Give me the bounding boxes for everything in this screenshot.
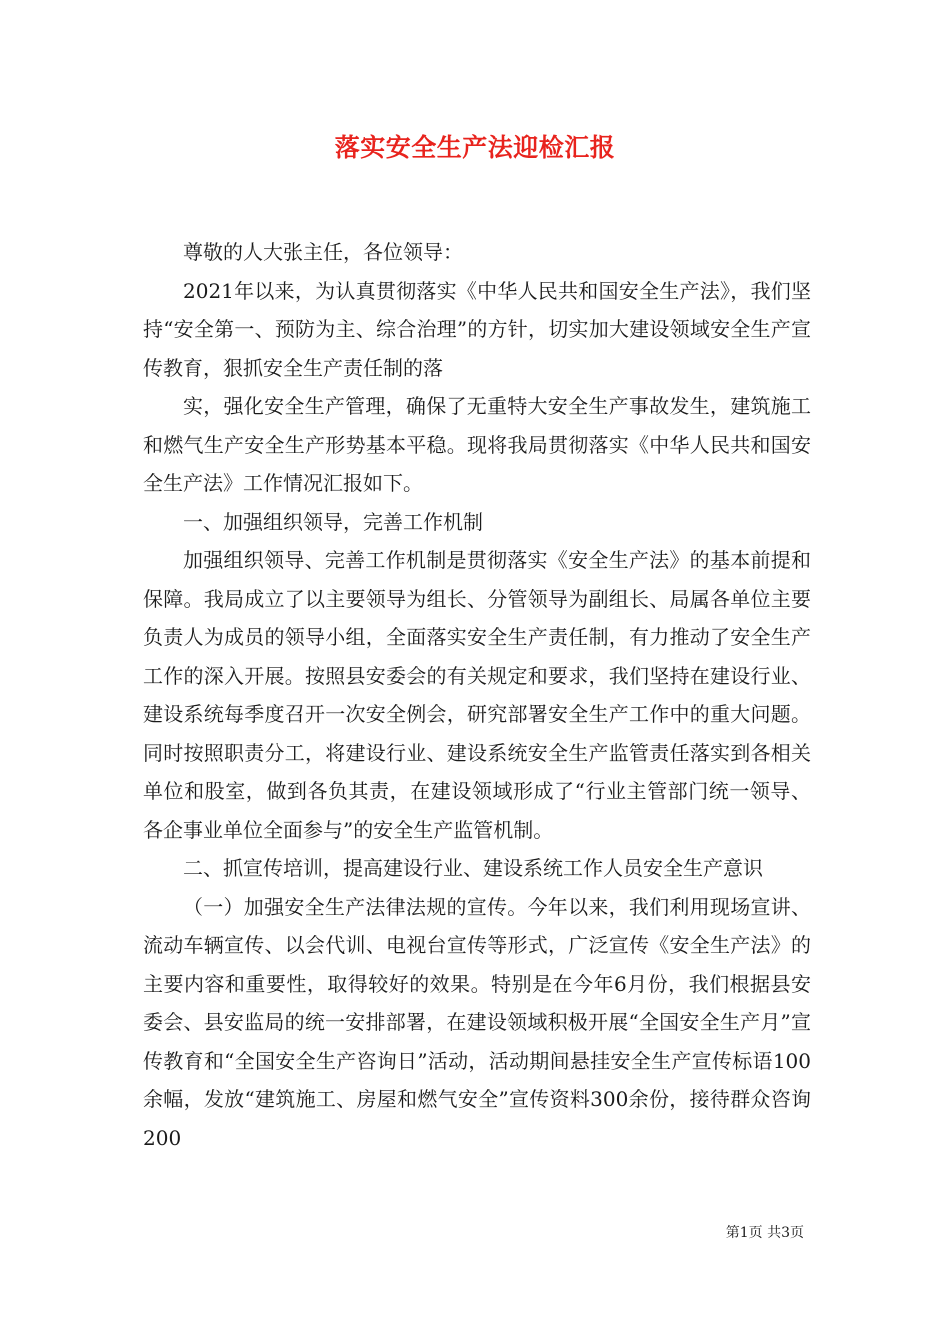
section-heading-1: 一、加强组织领导，完善工作机制 [183, 509, 483, 534]
salutation-paragraph: 尊敬的人大张主任，各位领导： [183, 240, 463, 264]
document-title: 落实安全生产法迎检汇报 [334, 133, 616, 162]
section-2-paragraph: （一）加强安全生产法律法规的宣传。今年以来，我们利用现场宣讲、流动车辆宣传、以会代训、电视台宣传等形式，广泛宣传《安全生产法》的主要内容和重要性，取得较好的效果。特别是在今年6月份，我们根据县安委会、县安监局的统一安排部署，在建设领域积极开展“全国安全生产月”宣传教育和“全国安全生产咨询日”活动，活动期间悬挂安全生产宣传标语100余幅，发放“建筑施工、房屋和燃气安全”宣传资料300余份，接待群众咨询200 [143, 894, 811, 1150]
section-heading-2: 二、抓宣传培训，提高建设行业、建设系统工作人员安全生产意识 [183, 856, 763, 880]
section-1-paragraph: 加强组织领导、完善工作机制是贯彻落实《安全生产法》的基本前提和保障。我局成立了以主要领导为组长、分管领导为副组长、局属各单位主要负责人为成员的领导小组，全面落实安全生产责任制，有力推动了安全生产工作的深入开展。按照县安委会的有关规定和要求，我们坚持在建设行业、建设系统每季度召开一次安全例会，研究部署安全生产工作中的重大问题。同时按照职责分工，将建设行业、建设系统安全生产监管责任落实到各相关单位和股室，做到各负其责，在建设领域形成了“行业主管部门统一领导、各企事业单位全面参与”的安全生产监管机制。 [143, 548, 811, 842]
intro-continuation-paragraph: 实，强化安全生产管理，确保了无重特大安全生产事故发生，建筑施工和燃气生产安全生产形势基本平稳。现将我局贯彻落实《中华人民共和国安全生产法》工作情况汇报如下。 [143, 394, 811, 495]
intro-paragraph: 2021年以来，为认真贯彻落实《中华人民共和国安全生产法》，我们坚持“安全第一、预防为主、综合治理”的方针，切实加大建设领域安全生产宣传教育，狠抓安全生产责任制的落 [143, 278, 811, 380]
document-body [143, 233, 811, 1157]
page-number: 第1页 共3页 [725, 1225, 804, 1241]
